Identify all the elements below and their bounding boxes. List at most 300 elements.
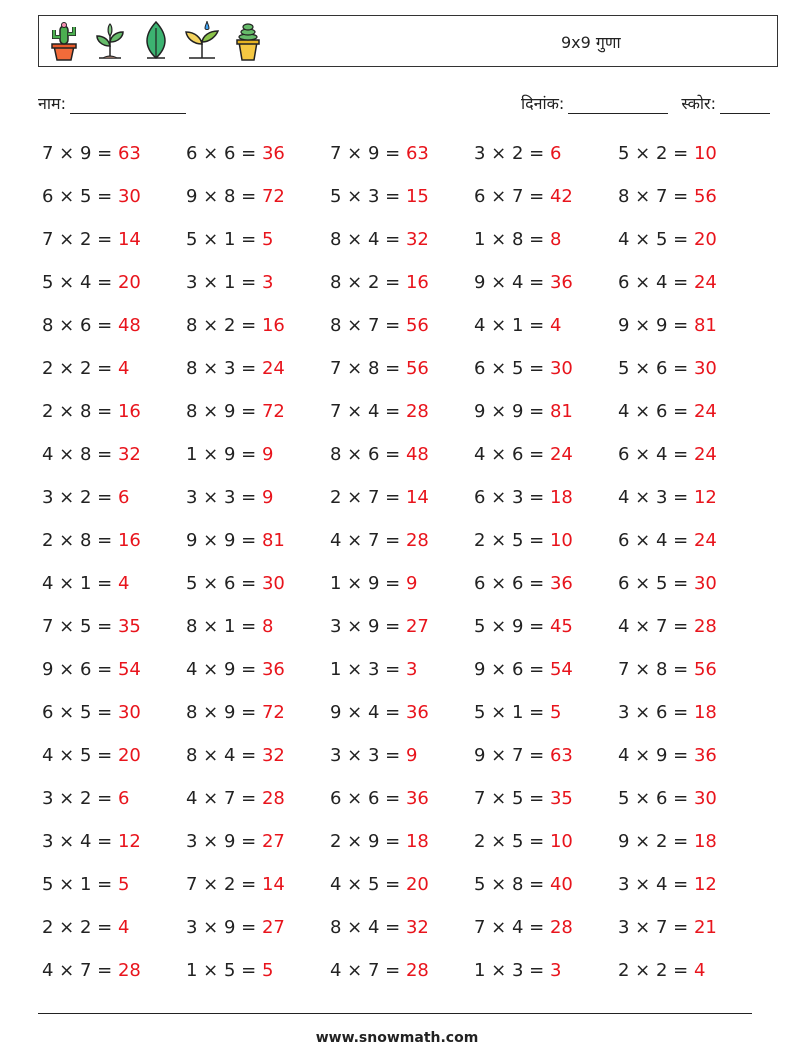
problem-item: [474, 609, 618, 652]
problem-item: [474, 867, 618, 910]
score-blank[interactable]: [720, 97, 770, 114]
problem-item: [42, 695, 186, 738]
problem-question: 8 × 4 =: [330, 917, 406, 938]
problem-item: [474, 179, 618, 222]
problem-item: [330, 480, 474, 523]
problem-answer: 72: [261, 186, 285, 207]
problem-question: 8 × 9 =: [186, 702, 262, 723]
problem-item: [618, 652, 762, 695]
problem-question: 6 × 5 =: [618, 573, 694, 594]
problem-item: [330, 910, 474, 953]
problem-item: [42, 480, 186, 523]
problem-item: [618, 566, 762, 609]
problem-item: [186, 738, 330, 781]
problem-item: [186, 523, 330, 566]
problem-answer: 20: [693, 229, 717, 250]
problem-answer: 30: [693, 573, 717, 594]
problem-question: 6 × 3 =: [474, 487, 550, 508]
problem-question: 1 × 3 =: [330, 659, 406, 680]
problem-item: [186, 136, 330, 179]
name-blank[interactable]: [70, 97, 186, 114]
problem-question: 8 × 6 =: [42, 315, 118, 336]
problem-question: 8 × 2 =: [186, 315, 262, 336]
problem-question: 4 × 7 =: [186, 788, 262, 809]
problem-item: [474, 394, 618, 437]
problem-question: 4 × 5 =: [618, 229, 694, 250]
problem-item: [474, 824, 618, 867]
problem-item: [186, 953, 330, 996]
problem-question: 7 × 2 =: [42, 229, 118, 250]
problem-answer: 16: [405, 272, 429, 293]
problem-question: 4 × 9 =: [618, 745, 694, 766]
problem-question: 5 × 8 =: [474, 874, 550, 895]
problem-item: [186, 480, 330, 523]
problem-item: [186, 394, 330, 437]
problem-question: 7 × 2 =: [186, 874, 262, 895]
problem-question: 3 × 7 =: [618, 917, 694, 938]
problem-question: 3 × 3 =: [186, 487, 262, 508]
problem-question: 6 × 4 =: [618, 444, 694, 465]
problem-question: 5 × 6 =: [618, 358, 694, 379]
footer-url: www.snowmath.com: [315, 1030, 479, 1046]
problem-question: 7 × 9 =: [330, 143, 406, 164]
problem-answer: 9: [405, 745, 418, 766]
problem-question: 8 × 2 =: [330, 272, 406, 293]
problem-item: [618, 695, 762, 738]
problem-question: 5 × 4 =: [42, 272, 118, 293]
problem-answer: 28: [261, 788, 285, 809]
problem-answer: 24: [261, 358, 285, 379]
problem-question: 3 × 2 =: [42, 788, 118, 809]
problem-answer: 28: [405, 530, 429, 551]
problem-item: [618, 867, 762, 910]
problem-answer: 36: [261, 143, 285, 164]
problem-question: 1 × 3 =: [474, 960, 550, 981]
problem-answer: 5: [261, 229, 274, 250]
problem-answer: 9: [405, 573, 418, 594]
problem-item: [618, 222, 762, 265]
problem-question: 6 × 5 =: [474, 358, 550, 379]
problem-answer: 8: [549, 229, 562, 250]
problem-question: 7 × 5 =: [42, 616, 118, 637]
problem-item: [474, 910, 618, 953]
problem-item: [474, 738, 618, 781]
problem-answer: 4: [693, 960, 706, 981]
problem-question: 4 × 7 =: [330, 960, 406, 981]
problem-item: [42, 566, 186, 609]
problem-question: 9 × 8 =: [186, 186, 262, 207]
problem-answer: 18: [693, 831, 717, 852]
problem-answer: 3: [261, 272, 274, 293]
problem-item: [330, 523, 474, 566]
problem-answer: 48: [405, 444, 429, 465]
problem-question: 3 × 9 =: [186, 917, 262, 938]
problem-answer: 6: [549, 143, 562, 164]
problem-question: 4 × 6 =: [618, 401, 694, 422]
problem-question: 9 × 6 =: [42, 659, 118, 680]
problem-answer: 6: [117, 487, 130, 508]
problem-item: [330, 222, 474, 265]
problem-item: [330, 566, 474, 609]
problem-item: [618, 351, 762, 394]
problem-question: 1 × 9 =: [186, 444, 262, 465]
problem-answer: 14: [117, 229, 141, 250]
problem-item: [618, 824, 762, 867]
problem-question: 6 × 6 =: [186, 143, 262, 164]
problem-item: [186, 652, 330, 695]
problem-item: [330, 437, 474, 480]
problem-question: 6 × 4 =: [618, 272, 694, 293]
problem-answer: 24: [693, 530, 717, 551]
problem-question: 6 × 6 =: [474, 573, 550, 594]
problem-question: 4 × 1 =: [474, 315, 550, 336]
problem-answer: 24: [693, 401, 717, 422]
problem-answer: 30: [693, 788, 717, 809]
problem-question: 7 × 9 =: [42, 143, 118, 164]
problem-question: 8 × 1 =: [186, 616, 262, 637]
problem-item: [42, 351, 186, 394]
problem-question: 3 × 3 =: [330, 745, 406, 766]
leaf-icon: [137, 20, 175, 62]
problem-grid: [42, 136, 762, 996]
problem-question: 4 × 6 =: [474, 444, 550, 465]
problem-answer: 30: [117, 186, 141, 207]
problem-answer: 56: [405, 315, 429, 336]
problem-answer: 12: [693, 874, 717, 895]
problem-answer: 5: [261, 960, 274, 981]
problem-answer: 4: [117, 358, 130, 379]
problem-answer: 36: [549, 573, 573, 594]
problem-item: [42, 437, 186, 480]
problem-item: [330, 781, 474, 824]
problem-answer: 20: [117, 272, 141, 293]
problem-item: [42, 738, 186, 781]
problem-question: 8 × 9 =: [186, 401, 262, 422]
date-score-fields: [521, 92, 770, 114]
problem-item: [42, 179, 186, 222]
problem-answer: 20: [117, 745, 141, 766]
problem-answer: 32: [261, 745, 285, 766]
problem-item: [42, 867, 186, 910]
problem-item: [474, 652, 618, 695]
problem-answer: 8: [261, 616, 274, 637]
problem-item: [474, 437, 618, 480]
problem-item: [618, 179, 762, 222]
problem-item: [330, 351, 474, 394]
problem-item: [186, 824, 330, 867]
problem-answer: 81: [261, 530, 285, 551]
problem-answer: 21: [693, 917, 717, 938]
problem-answer: 81: [549, 401, 573, 422]
problem-answer: 10: [693, 143, 717, 164]
problem-answer: 35: [117, 616, 141, 637]
problem-answer: 18: [405, 831, 429, 852]
problem-answer: 12: [117, 831, 141, 852]
problem-item: [186, 179, 330, 222]
problem-answer: 20: [405, 874, 429, 895]
problem-question: 5 × 2 =: [618, 143, 694, 164]
problem-item: [618, 738, 762, 781]
problem-item: [330, 136, 474, 179]
problem-item: [618, 781, 762, 824]
problem-answer: 36: [549, 272, 573, 293]
problem-answer: 28: [117, 960, 141, 981]
problem-item: [42, 265, 186, 308]
problem-item: [618, 265, 762, 308]
problem-item: [42, 910, 186, 953]
worksheet-title: 9x9 गुणा: [561, 33, 621, 52]
problem-answer: 9: [261, 487, 274, 508]
problem-item: [474, 136, 618, 179]
potted-plant-icon: [229, 20, 267, 62]
problem-answer: 32: [405, 917, 429, 938]
problem-question: 9 × 6 =: [474, 659, 550, 680]
date-blank[interactable]: [568, 97, 668, 114]
sprout-icon: [91, 20, 129, 62]
problem-answer: 3: [405, 659, 418, 680]
problem-answer: 40: [549, 874, 573, 895]
problem-item: [42, 824, 186, 867]
problem-item: [474, 781, 618, 824]
problem-answer: 10: [549, 530, 573, 551]
problem-question: 3 × 9 =: [330, 616, 406, 637]
problem-question: 2 × 2 =: [42, 358, 118, 379]
problem-question: 7 × 4 =: [330, 401, 406, 422]
problem-item: [186, 781, 330, 824]
problem-question: 4 × 5 =: [330, 874, 406, 895]
problem-answer: 36: [261, 659, 285, 680]
problem-answer: 30: [693, 358, 717, 379]
problem-question: 2 × 2 =: [42, 917, 118, 938]
problem-item: [618, 136, 762, 179]
problem-answer: 14: [405, 487, 429, 508]
problem-question: 4 × 9 =: [186, 659, 262, 680]
problem-item: [42, 308, 186, 351]
problem-answer: 5: [117, 874, 130, 895]
problem-question: 3 × 2 =: [42, 487, 118, 508]
problem-item: [330, 695, 474, 738]
problem-question: 5 × 3 =: [330, 186, 406, 207]
problem-item: [474, 351, 618, 394]
problem-item: [618, 953, 762, 996]
problem-item: [330, 609, 474, 652]
problem-question: 5 × 1 =: [186, 229, 262, 250]
problem-item: [618, 523, 762, 566]
problem-question: 8 × 4 =: [330, 229, 406, 250]
problem-answer: 48: [117, 315, 141, 336]
problem-item: [330, 308, 474, 351]
problem-item: [474, 695, 618, 738]
problem-question: 4 × 7 =: [330, 530, 406, 551]
problem-answer: 56: [693, 659, 717, 680]
problem-item: [618, 308, 762, 351]
problem-answer: 35: [549, 788, 573, 809]
problem-question: 9 × 9 =: [474, 401, 550, 422]
problem-question: 4 × 3 =: [618, 487, 694, 508]
problem-answer: 15: [405, 186, 429, 207]
score-label: स्कोर:: [681, 94, 716, 113]
problem-item: [474, 308, 618, 351]
problem-item: [618, 609, 762, 652]
problem-answer: 9: [261, 444, 274, 465]
problem-question: 1 × 9 =: [330, 573, 406, 594]
problem-answer: 28: [549, 917, 573, 938]
problem-answer: 36: [405, 702, 429, 723]
problem-answer: 63: [117, 143, 141, 164]
problem-question: 9 × 9 =: [618, 315, 694, 336]
footer-divider: [38, 1013, 752, 1014]
problem-item: [42, 523, 186, 566]
problem-item: [330, 265, 474, 308]
problem-question: 2 × 9 =: [330, 831, 406, 852]
problem-question: 2 × 8 =: [42, 401, 118, 422]
problem-question: 8 × 7 =: [330, 315, 406, 336]
problem-item: [618, 394, 762, 437]
problem-answer: 24: [693, 444, 717, 465]
problem-item: [474, 566, 618, 609]
problem-item: [330, 953, 474, 996]
problem-answer: 3: [549, 960, 562, 981]
problem-item: [186, 222, 330, 265]
problem-question: 2 × 7 =: [330, 487, 406, 508]
problem-question: 2 × 5 =: [474, 530, 550, 551]
problem-item: [474, 953, 618, 996]
problem-answer: 28: [405, 960, 429, 981]
problem-answer: 32: [405, 229, 429, 250]
problem-item: [42, 609, 186, 652]
problem-answer: 4: [549, 315, 562, 336]
problem-question: 3 × 1 =: [186, 272, 262, 293]
problem-answer: 45: [549, 616, 573, 637]
watered-seedling-icon: [183, 20, 221, 62]
problem-answer: 72: [261, 401, 285, 422]
problem-question: 2 × 5 =: [474, 831, 550, 852]
problem-item: [618, 437, 762, 480]
problem-answer: 27: [261, 831, 285, 852]
problem-answer: 27: [261, 917, 285, 938]
problem-answer: 27: [405, 616, 429, 637]
problem-answer: 30: [261, 573, 285, 594]
problem-question: 6 × 4 =: [618, 530, 694, 551]
problem-question: 6 × 5 =: [42, 186, 118, 207]
problem-question: 7 × 8 =: [618, 659, 694, 680]
problem-question: 1 × 5 =: [186, 960, 262, 981]
problem-question: 8 × 6 =: [330, 444, 406, 465]
problem-answer: 24: [549, 444, 573, 465]
problem-answer: 16: [261, 315, 285, 336]
problem-answer: 63: [405, 143, 429, 164]
problem-answer: 18: [693, 702, 717, 723]
problem-question: 1 × 8 =: [474, 229, 550, 250]
problem-item: [330, 867, 474, 910]
problem-question: 9 × 7 =: [474, 745, 550, 766]
problem-answer: 6: [117, 788, 130, 809]
problem-answer: 32: [117, 444, 141, 465]
problem-question: 3 × 9 =: [186, 831, 262, 852]
problem-item: [330, 738, 474, 781]
problem-question: 4 × 7 =: [42, 960, 118, 981]
problem-item: [618, 910, 762, 953]
problem-answer: 56: [405, 358, 429, 379]
problem-question: 6 × 5 =: [42, 702, 118, 723]
problem-question: 5 × 6 =: [186, 573, 262, 594]
problem-item: [42, 136, 186, 179]
problem-question: 5 × 1 =: [42, 874, 118, 895]
problem-answer: 63: [549, 745, 573, 766]
problem-answer: 16: [117, 401, 141, 422]
problem-question: 9 × 4 =: [330, 702, 406, 723]
problem-answer: 16: [117, 530, 141, 551]
problem-question: 5 × 9 =: [474, 616, 550, 637]
problem-answer: 36: [405, 788, 429, 809]
problem-item: [474, 523, 618, 566]
problem-item: [42, 953, 186, 996]
problem-item: [186, 308, 330, 351]
problem-item: [186, 437, 330, 480]
problem-answer: 81: [693, 315, 717, 336]
problem-question: 2 × 8 =: [42, 530, 118, 551]
problem-question: 9 × 4 =: [474, 272, 550, 293]
problem-question: 9 × 9 =: [186, 530, 262, 551]
problem-item: [42, 222, 186, 265]
problem-item: [186, 910, 330, 953]
plant-icons: [45, 20, 267, 62]
problem-item: [186, 695, 330, 738]
problem-item: [330, 394, 474, 437]
problem-question: 6 × 6 =: [330, 788, 406, 809]
problem-question: 7 × 8 =: [330, 358, 406, 379]
name-field: [38, 92, 186, 114]
problem-answer: 24: [693, 272, 717, 293]
problem-answer: 36: [693, 745, 717, 766]
problem-item: [186, 265, 330, 308]
problem-question: 4 × 8 =: [42, 444, 118, 465]
problem-question: 3 × 4 =: [42, 831, 118, 852]
problem-item: [186, 566, 330, 609]
problem-answer: 10: [549, 831, 573, 852]
problem-item: [474, 480, 618, 523]
problem-answer: 12: [693, 487, 717, 508]
problem-question: 8 × 4 =: [186, 745, 262, 766]
worksheet-header: [38, 15, 778, 67]
problem-item: [186, 609, 330, 652]
problem-question: 9 × 2 =: [618, 831, 694, 852]
problem-answer: 30: [549, 358, 573, 379]
problem-answer: 30: [117, 702, 141, 723]
problem-item: [186, 867, 330, 910]
problem-question: 4 × 1 =: [42, 573, 118, 594]
problem-item: [330, 824, 474, 867]
problem-item: [618, 480, 762, 523]
problem-answer: 54: [549, 659, 573, 680]
cactus-pot-icon: [45, 20, 83, 62]
problem-question: 3 × 6 =: [618, 702, 694, 723]
problem-item: [474, 265, 618, 308]
problem-item: [42, 394, 186, 437]
problem-answer: 28: [693, 616, 717, 637]
problem-item: [186, 351, 330, 394]
problem-item: [42, 781, 186, 824]
problem-answer: 72: [261, 702, 285, 723]
problem-answer: 54: [117, 659, 141, 680]
problem-item: [330, 652, 474, 695]
problem-question: 5 × 1 =: [474, 702, 550, 723]
problem-answer: 5: [549, 702, 562, 723]
problem-item: [474, 222, 618, 265]
problem-answer: 4: [117, 917, 130, 938]
problem-question: 5 × 6 =: [618, 788, 694, 809]
problem-item: [330, 179, 474, 222]
